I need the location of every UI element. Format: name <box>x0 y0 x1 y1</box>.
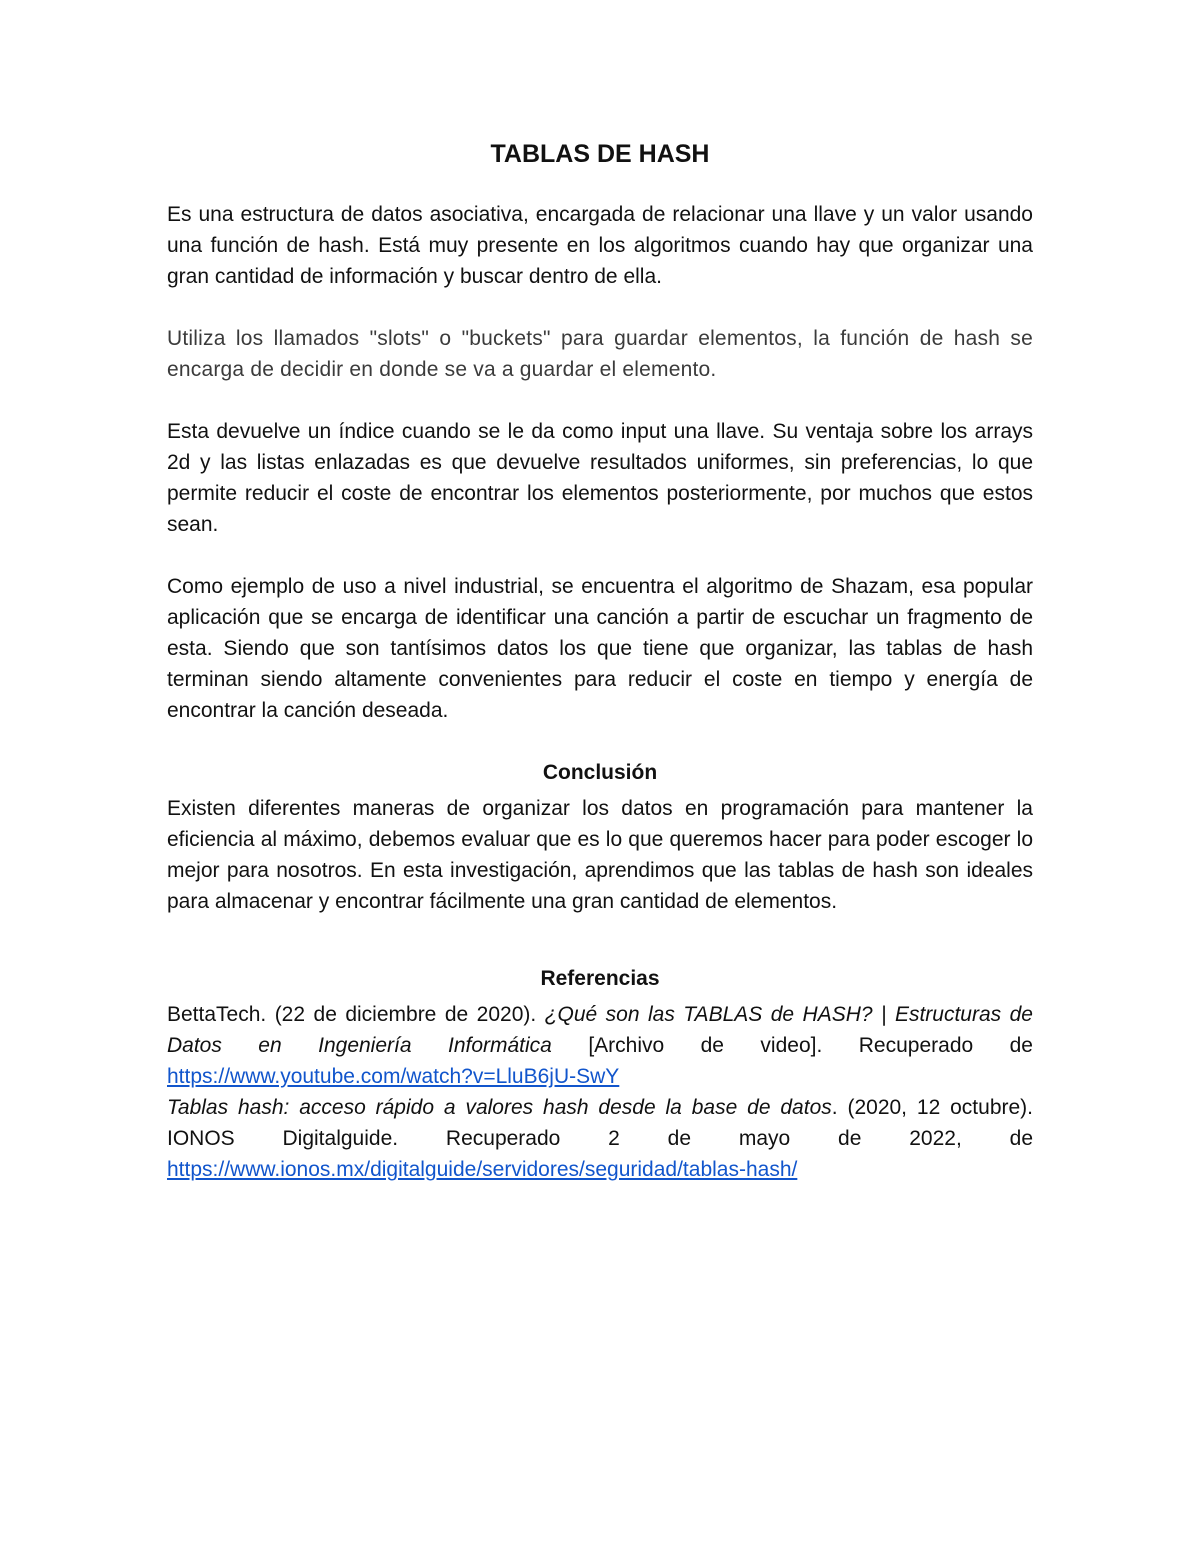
reference-item <box>167 999 1033 1092</box>
reference-item <box>167 1092 1033 1185</box>
paragraph-slots: Utiliza los llamados "slots" o "buckets" para guardar elementos, la función de hash se encarga de decidir en donde se va a guardar el elemento. <box>167 327 1033 381</box>
paragraph-definition: Es una estructura de datos asociativa, encargada de relacionar una llave y un valor usando una función de hash. Está muy presente en los algoritmos cuando hay que organizar una gran cantidad de información y buscar dentro de ella. <box>167 203 1033 288</box>
reference-link[interactable]: https://www.youtube.com/watch?v=LluB6jU-SwY <box>167 1065 620 1088</box>
reference-title: ¿Qué son las TABLAS de HASH? | Estructuras de Datos en Ingeniería Informática <box>167 1003 1033 1057</box>
document-title: TABLAS DE HASH <box>490 140 710 168</box>
document-page <box>167 136 1033 1185</box>
reference-tail: . (2020, 12 octubre). IONOS Digitalguide. Recuperado 2 de mayo de 2022, de <box>167 1096 1033 1150</box>
conclusion-text: Existen diferentes maneras de organizar los datos en programación para mantener la eficiencia al máximo, debemos evaluar que es lo que queremos hacer para poder escoger lo mejor para nosotros. En esta investigación, aprendimos que las tablas de hash son ideales para almacenar y encontrar fácilmente una gran cantidad de elementos. <box>167 797 1033 913</box>
conclusion-heading: Conclusión <box>542 761 658 784</box>
reference-lead: BettaTech. (22 de diciembre de 2020). <box>167 1003 545 1026</box>
reference-link[interactable]: https://www.ionos.mx/digitalguide/servidores/seguridad/tablas-hash/ <box>167 1158 798 1181</box>
reference-title: Tablas hash: acceso rápido a valores hash desde la base de datos <box>167 1096 832 1119</box>
references-heading: Referencias <box>540 967 660 990</box>
paragraph-shazam: Como ejemplo de uso a nivel industrial, se encuentra el algoritmo de Shazam, esa popular aplicación que se encarga de identificar una canción a partir de escuchar un fragmento de esta. Siendo que son tantísimos datos los que tiene que organizar, las tablas de hash terminan siendo altamente convenientes para reducir el coste en tiempo y energía de encontrar la canción deseada. <box>167 575 1033 722</box>
reference-tail: [Archivo de video]. Recuperado de <box>551 1034 1033 1057</box>
paragraph-index: Esta devuelve un índice cuando se le da como input una llave. Su ventaja sobre los arrays 2d y las listas enlazadas es que devuelve resultados uniformes, sin preferencias, lo que permite reducir el coste de encontrar los elementos posteriormente, por muchos que estos sean. <box>167 420 1033 536</box>
